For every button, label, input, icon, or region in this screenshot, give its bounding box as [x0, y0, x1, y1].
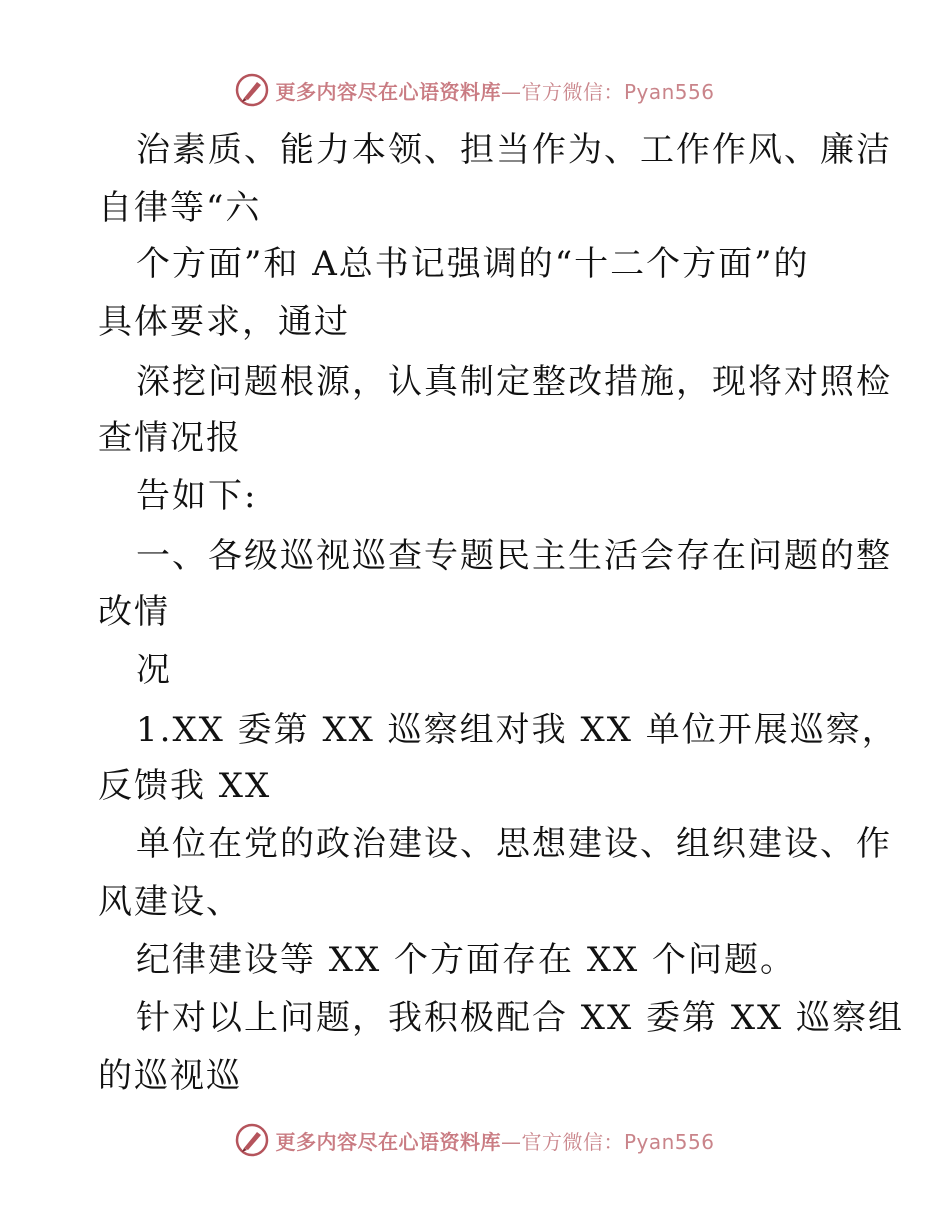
text-line-2: 自律等“六 — [98, 188, 262, 228]
text-line-12: 反馈我 XX — [98, 766, 272, 806]
text-line-15: 纪律建设等 XX 个方面存在 XX 个问题。 — [136, 940, 797, 980]
text-line-9: 改情 — [98, 592, 170, 632]
text-line-14: 风建设、 — [98, 882, 242, 922]
text-line-4: 具体要求，通过 — [98, 302, 350, 342]
text-line-16: 针对以上问题，我积极配合 XX 委第 XX 巡察组 — [136, 998, 905, 1038]
footer-banner-main: 更多内容尽在心语资料库 — [275, 1129, 501, 1154]
quill-pen-logo-icon — [235, 73, 269, 107]
text-line-11: 1.XX 委第 XX 巡察组对我 XX 单位开展巡察， — [136, 710, 898, 750]
text-line-8: 一、各级巡视巡查专题民主生活会存在问题的整 — [136, 536, 892, 576]
header-banner-rest: —官方微信：Pyan556 — [500, 79, 715, 104]
footer-banner-text — [275, 1126, 714, 1155]
text-line-3: 个方面”和 A总书记强调的“十二个方面”的 — [136, 244, 810, 284]
text-line-1: 治素质、能力本领、担当作为、工作作风、廉洁 — [136, 130, 892, 170]
text-line-6: 查情况报 — [98, 418, 242, 458]
text-line-5: 深挖问题根源，认真制定整改措施，现将对照检 — [136, 362, 892, 402]
footer-banner-rest: —官方微信：Pyan556 — [500, 1129, 715, 1154]
header-banner-main: 更多内容尽在心语资料库 — [275, 79, 501, 104]
text-line-7: 告如下: — [136, 476, 258, 516]
text-line-17: 的巡视巡 — [98, 1056, 242, 1096]
header-banner-text — [275, 76, 714, 105]
text-line-10: 况 — [136, 650, 172, 690]
header-banner — [0, 70, 950, 110]
footer-banner — [0, 1120, 950, 1160]
text-line-13: 单位在党的政治建设、思想建设、组织建设、作 — [136, 824, 892, 864]
quill-pen-logo-icon — [235, 1123, 269, 1157]
